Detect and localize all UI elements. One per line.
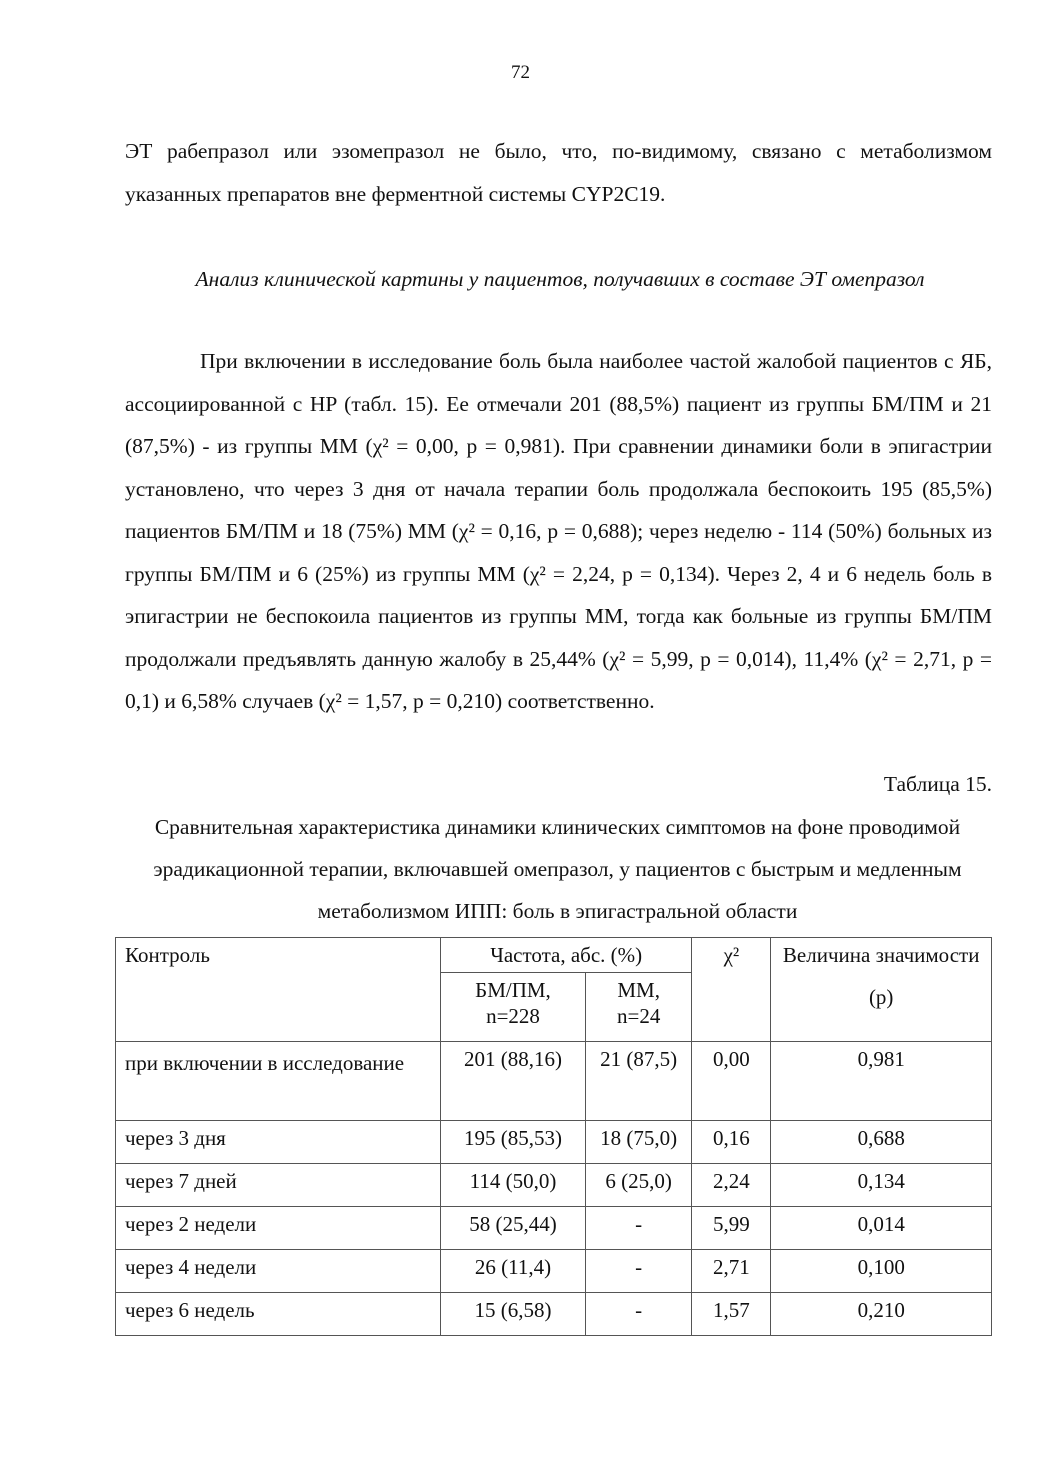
page-number: 72 [511, 62, 530, 83]
cell-p: 0,210 [771, 1293, 992, 1336]
table-caption: Сравнительная характеристика динамики клинических симптомов на фоне проводимой эрадикационной терапии, включавшей омепразол, у пациентов с быстрым и медленным метаболизмом ИПП: боль в эпигастральной области [153, 815, 962, 923]
row-label: через 6 недель [116, 1293, 441, 1336]
cell-chi: 5,99 [692, 1207, 771, 1250]
cell-group-1: 26 (11,4) [441, 1250, 586, 1293]
header-significance [771, 938, 992, 1042]
cell-group-2: 6 (25,0) [585, 1164, 691, 1207]
table-header-row [116, 938, 992, 973]
cell-group-2: - [585, 1207, 691, 1250]
row-label: через 2 недели [116, 1207, 441, 1250]
cell-group-1: 114 (50,0) [441, 1164, 586, 1207]
table-row [116, 1207, 992, 1250]
row-label: при включении в исследование [116, 1042, 441, 1121]
header-control: Контроль [116, 938, 441, 1042]
cell-chi: 0,16 [692, 1121, 771, 1164]
table-row [116, 1042, 992, 1121]
cell-p: 0,134 [771, 1164, 992, 1207]
paragraph-1: ЭТ рабепразол или эзомепразол не было, что, по-видимому, связано с метаболизмом указанных препаратов вне ферментной системы CYP2C19. [125, 139, 992, 206]
cell-p: 0,981 [771, 1042, 992, 1121]
cell-group-2: 18 (75,0) [585, 1121, 691, 1164]
paragraph-2: При включении в исследование боль была наиболее частой жалобой пациентов с ЯБ, ассоциированной с HP (табл. 15). Ее отмечали 201 (88,5%) пациент из группы БМ/ПМ и 21 (87,5%) - из группы ММ (χ² = 0,00, p = 0,981). При сравнении динамики боли в эпигастрии установлено, что через 3 дня от начала терапии боль продолжала беспокоить 195 (85,5%) пациентов БМ/ПМ и 18 (75%) ММ (χ² = 0,16, p = 0,688); через неделю - 114 (50%) больных из группы БМ/ПМ и 6 (25%) из группы ММ (χ² = 2,24, p = 0,134). Через 2, 4 и 6 недель боль в эпигастрии не беспокоила пациентов из группы ММ, тогда как больные из группы БМ/ПМ продолжали предъявлять данную жалобу в 25,44% (χ² = 5,99, p = 0,014), 11,4% (χ² = 2,71, p = 0,1) и 6,58% случаев (χ² = 1,57, p = 0,210) соответственно. [125, 349, 992, 713]
header-significance-text: Величина значимости (р) [782, 943, 980, 1009]
section-heading: Анализ клинической картины у пациентов, получавших в составе ЭТ омепразол [195, 267, 925, 291]
table-row [116, 1121, 992, 1164]
row-label: через 7 дней [116, 1164, 441, 1207]
cell-chi: 0,00 [692, 1042, 771, 1121]
header-group-2: ММ, n=24 [585, 973, 691, 1042]
cell-p: 0,100 [771, 1250, 992, 1293]
table-label: Таблица 15. [883, 772, 992, 796]
results-table [115, 937, 992, 1336]
cell-chi: 1,57 [692, 1293, 771, 1336]
cell-chi: 2,71 [692, 1250, 771, 1293]
header-frequency: Частота, абс. (%) [441, 938, 692, 973]
cell-group-1: 201 (88,16) [441, 1042, 586, 1121]
cell-group-1: 58 (25,44) [441, 1207, 586, 1250]
cell-group-1: 15 (6,58) [441, 1293, 586, 1336]
row-label: через 3 дня [116, 1121, 441, 1164]
cell-chi: 2,24 [692, 1164, 771, 1207]
table-row [116, 1293, 992, 1336]
cell-p: 0,688 [771, 1121, 992, 1164]
table-row [116, 1164, 992, 1207]
cell-group-2: 21 (87,5) [585, 1042, 691, 1121]
table-row [116, 1250, 992, 1293]
header-chi: χ² [692, 938, 771, 1042]
row-label: через 4 недели [116, 1250, 441, 1293]
cell-group-2: - [585, 1250, 691, 1293]
header-group-1: БМ/ПМ, n=228 [441, 973, 586, 1042]
cell-group-1: 195 (85,53) [441, 1121, 586, 1164]
cell-p-significant: 0,014 [771, 1207, 992, 1250]
cell-group-2: - [585, 1293, 691, 1336]
